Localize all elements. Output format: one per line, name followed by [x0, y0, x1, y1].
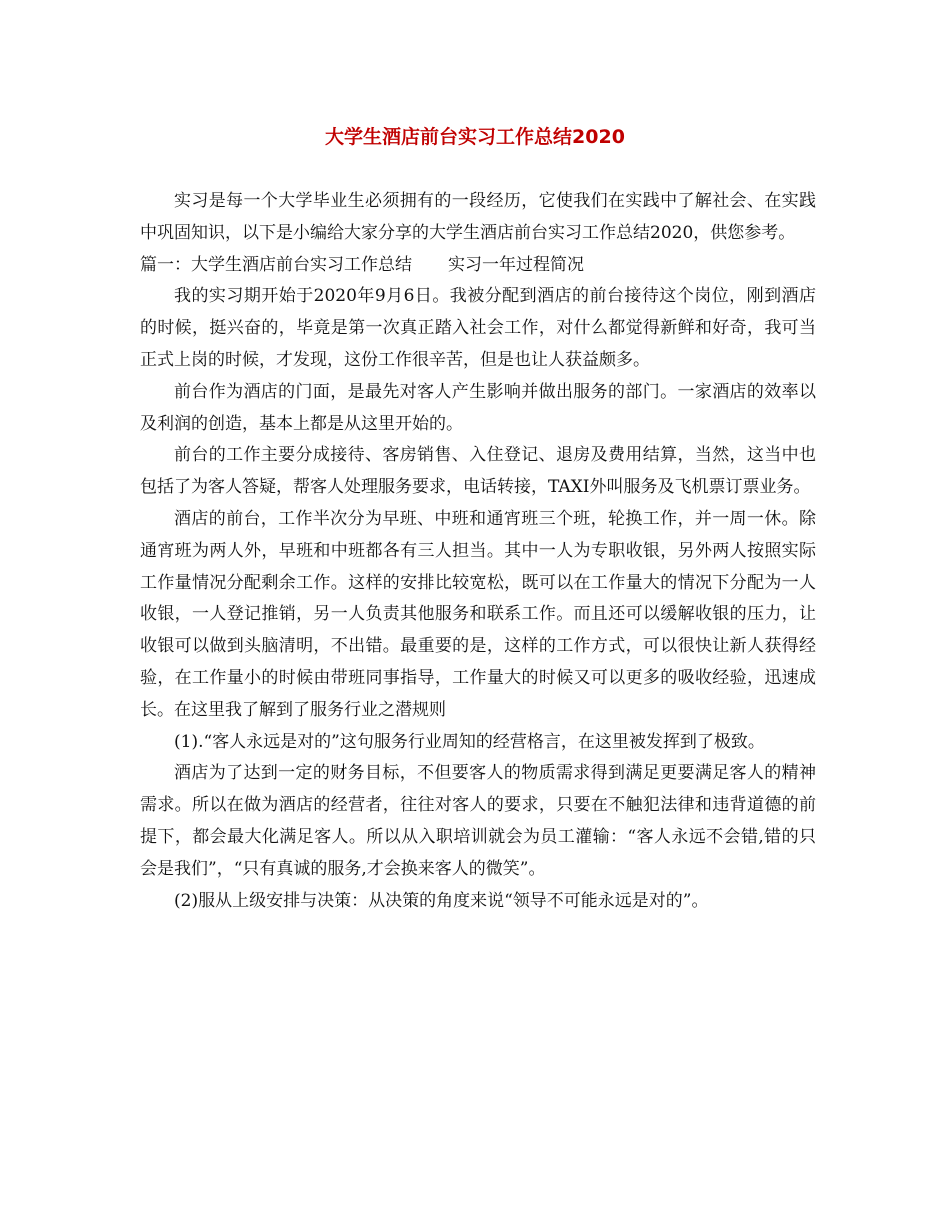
section-heading [140, 250, 816, 282]
document-body [140, 186, 816, 917]
paragraph-internship-start: 我的实习期开始于2020年9月6日。我被分配到酒店的前台接待这个岗位，刚到酒店的时候，挺兴奋的，毕竟是第一次真正踏入社会工作，对什么都觉得新鲜和好奇，我可当正式上岗的时候，才发现，这份工作很辛苦，但是也让人获益颇多。 [140, 286, 816, 370]
paragraph-front-desk-role: 前台作为酒店的门面，是最先对客人产生影响并做出服务的部门。一家酒店的效率以及利润的创造，基本上都是从这里开始的。 [140, 381, 816, 434]
paragraph-shift-arrangement: 酒店的前台，工作半次分为早班、中班和通宵班三个班，轮换工作，并一周一休。除通宵班为两人外，早班和中班都各有三人担当。其中一人为专职收银，另外两人按照实际工作量情况分配剩余工作。这样的安排比较宽松，既可以在工作量大的情况下分配为一人收银，一人登记推销，另一人负责其他服务和联系工作。而且还可以缓解收银的压力，让收银可以做到头脑清明，不出错。最重要的是，这样的工作方式，可以很快让新人获得经验，在工作量小的时候由带班同事指导，工作量大的时候又可以更多的吸收经验，迅速成长。在这里我了解到了服务行业之潜规则 [140, 508, 816, 720]
paragraph-front-desk-duties: 前台的工作主要分成接待、客房销售、入住登记、退房及费用结算，当然，这当中也包括了为客人答疑，帮客人处理服务要求，电话转接，TAXI外叫服务及飞机票订票业务。 [140, 445, 816, 498]
document-title: 大学生酒店前台实习工作总结2020 [325, 126, 625, 148]
paragraph-rule-1: (1).“客人永远是对的”这句服务行业周知的经营格言，在这里被发挥到了极致。 [174, 731, 765, 752]
intro-paragraph: 实习是每一个大学毕业生必须拥有的一段经历，它使我们在实践中了解社会、在实践中巩固知识，以下是小编给大家分享的大学生酒店前台实习工作总结2020，供您参考。 [140, 191, 816, 243]
paragraph-rule-2: (2)服从上级安排与决策：从决策的角度来说“领导不可能永远是对的”。 [174, 890, 709, 911]
section-heading-subtitle: 实习一年过程简况 [448, 254, 584, 275]
paragraph-customer-needs: 酒店为了达到一定的财务目标，不但要客人的物质需求得到满足更要满足客人的精神需求。所以在做为酒店的经营者，往往对客人的要求，只要在不触犯法律和违背道德的前提下，都会最大化满足客人。所以从入职培训就会为员工灌输：“客人永远不会错,错的只会是我们”，“只有真诚的服务,才会换来客人的微笑”。 [140, 763, 816, 879]
section-heading-title: 篇一：大学生酒店前台实习工作总结 [140, 254, 412, 275]
